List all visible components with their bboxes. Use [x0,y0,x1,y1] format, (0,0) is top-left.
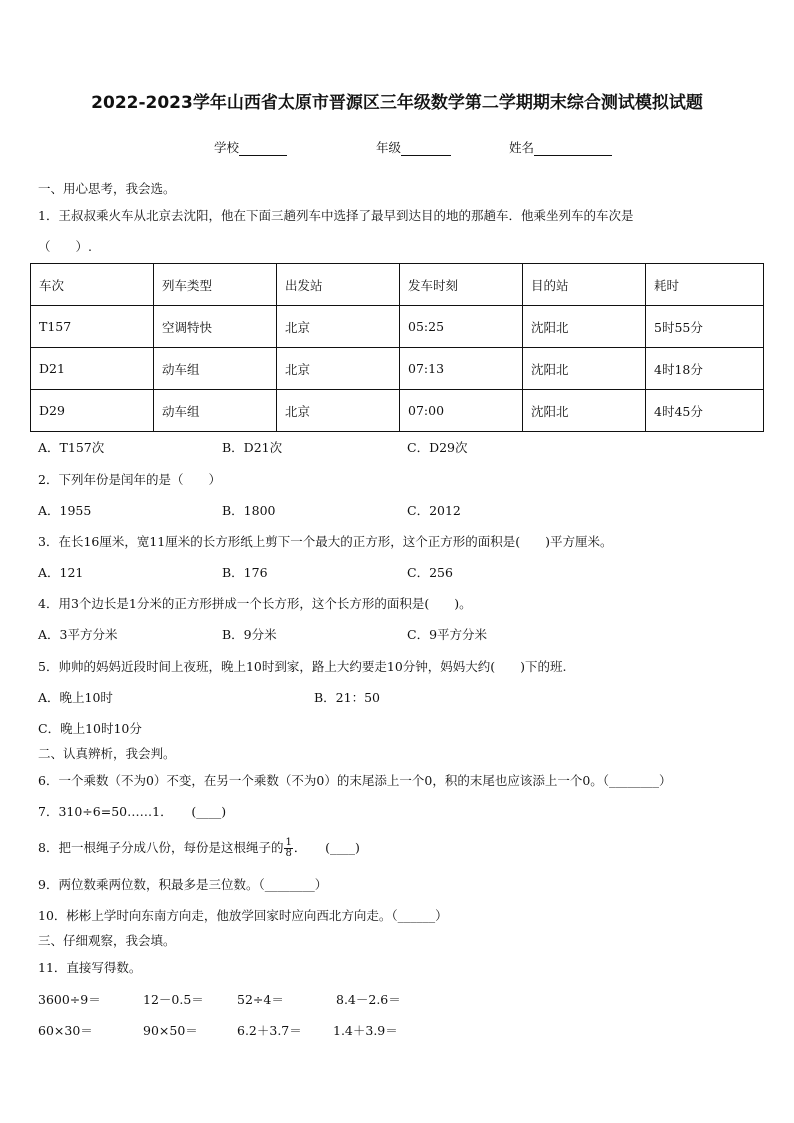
q5-option-c: C．晚上10时10分 [38,721,142,736]
table-header-cell: 列车类型 [154,264,277,306]
calc-item: 8.4－2.6＝ [336,992,401,1007]
q3-option-c: C．256 [407,565,453,580]
q2-option-a: A．1955 [38,503,92,518]
section2-heading: 二、认真辨析，我会判。 [38,746,176,761]
name-blank [534,143,612,156]
name-label: 姓名 [509,140,535,155]
q4-option-b: B．9分米 [222,627,277,642]
table-cell: 北京 [277,306,400,348]
calc-item: 52÷4＝ [237,992,284,1007]
table-cell: 5时55分 [646,306,764,348]
q11-stem: 11．直接写得数。 [38,960,142,975]
table-cell: 07:13 [400,348,523,390]
q5-stem: 5．帅帅的妈妈近段时间上夜班，晚上10时到家，路上大约要走10分钟，妈妈大约( )下的班. [38,659,567,674]
section1-heading: 一、用心思考，我会选。 [38,181,176,196]
school-blank [239,143,287,156]
table-cell: 沈阳北 [523,306,646,348]
q1-stem-line2: （ ）. [38,239,92,254]
q3-option-b: B．176 [222,565,268,580]
table-cell: 动车组 [154,348,277,390]
q9-text: 9．两位数乘两位数，积最多是三位数。（________） [38,877,328,892]
school-label: 学校 [214,140,240,155]
q1-stem-line1: 1．王叔叔乘火车从北京去沈阳，他在下面三趟列车中选择了最早到达目的地的那趟车．他乘坐列车的车次是 [38,208,634,223]
q1-option-a: A．T157次 [38,440,105,455]
fraction-denominator: 8 [285,848,292,859]
calc-item: 90×50＝ [143,1023,198,1038]
calc-item: 1.4＋3.9＝ [333,1023,398,1038]
table-cell: 北京 [277,348,400,390]
table-header-cell: 耗时 [646,264,764,306]
table-cell: 动车组 [154,390,277,432]
q3-stem: 3．在长16厘米，宽11厘米的长方形纸上剪下一个最大的正方形，这个正方形的面积是( )平方厘米。 [38,534,613,549]
name-field [509,140,612,156]
table-header-cell: 出发站 [277,264,400,306]
table-header-row [31,264,764,306]
table-cell: D21 [31,348,154,390]
q3-option-a: A．121 [38,565,84,580]
calc-item: 60×30＝ [38,1023,93,1038]
table-header-cell: 发车时刻 [400,264,523,306]
q8-text-before: 8．把一根绳子分成八份，每份是这根绳子的 [38,840,284,855]
fraction-one-eighth [284,838,292,859]
calc-item: 3600÷9＝ [38,992,101,1007]
q5-option-b: B．21：50 [314,690,380,705]
q8-text [38,834,360,862]
fraction-numerator: 1 [285,837,292,848]
table-cell: 沈阳北 [523,348,646,390]
q8-text-after: ． (____) [293,840,360,855]
calc-item: 12－0.5＝ [143,992,204,1007]
q4-option-c: C．9平方分米 [407,627,488,642]
q2-option-c: C．2012 [407,503,461,518]
q4-option-a: A．3平方分米 [38,627,118,642]
table-cell: 空调特快 [154,306,277,348]
table-header-cell: 车次 [31,264,154,306]
table-row [31,306,764,348]
table-cell: 北京 [277,390,400,432]
q1-option-b: B．D21次 [222,440,283,455]
section3-heading: 三、仔细观察，我会填。 [38,933,176,948]
table-row [31,390,764,432]
table-cell: 4时18分 [646,348,764,390]
table-cell: 4时45分 [646,390,764,432]
q2-option-b: B．1800 [222,503,276,518]
table-cell: T157 [31,306,154,348]
train-table [30,263,764,432]
q7-text: 7．310÷6=50……1． (____) [38,804,227,819]
school-field [214,140,287,156]
table-row [31,348,764,390]
q5-option-a: A．晚上10时 [38,690,113,705]
grade-label: 年级 [376,140,402,155]
page-title: 2022-2023学年山西省太原市晋源区三年级数学第二学期期末综合测试模拟试题 [91,93,703,113]
grade-field [376,140,451,156]
q2-stem: 2．下列年份是闰年的是（ ） [38,472,221,487]
table-header-cell: 目的站 [523,264,646,306]
table-cell: 07:00 [400,390,523,432]
q4-stem: 4．用3个边长是1分米的正方形拼成一个长方形，这个长方形的面积是( )。 [38,596,472,611]
table-cell: D29 [31,390,154,432]
grade-blank [401,143,451,156]
q10-text: 10．彬彬上学时向东南方向走，他放学回家时应向西北方向走。（______） [38,908,448,923]
q6-text: 6．一个乘数（不为0）不变，在另一个乘数（不为0）的末尾添上一个0，积的末尾也应该添上一个0。（________） [38,773,672,788]
table-cell: 沈阳北 [523,390,646,432]
calc-item: 6.2＋3.7＝ [237,1023,302,1038]
q1-option-c: C．D29次 [407,440,468,455]
table-cell: 05:25 [400,306,523,348]
